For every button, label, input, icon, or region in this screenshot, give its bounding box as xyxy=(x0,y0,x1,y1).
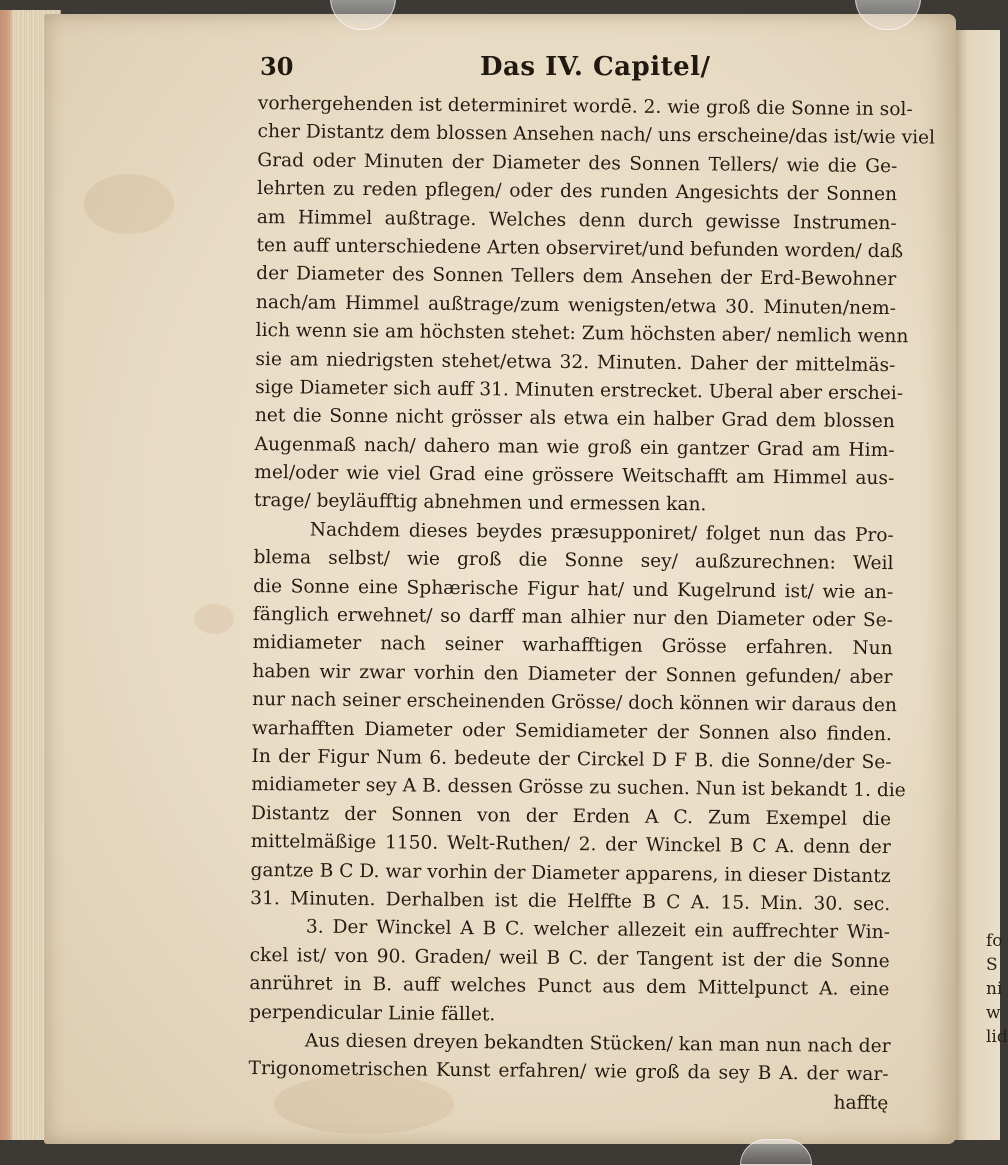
paper-stain xyxy=(84,174,174,234)
text-line: gantze B C D. war vorhin der Diameter apparens, in dieser Distantz xyxy=(250,859,891,887)
text-line: 31. Minuten. Derhalben ist die Helffte B C A. 15. Min. 30. sec. xyxy=(250,887,891,916)
text-line: In der Figur Num 6. bedeute der Circkel D F B. die Sonne/der Se- xyxy=(251,745,892,774)
body-text xyxy=(248,90,936,1118)
text-line: Aus diesen dreyen bekandten Stücken/ kan man nun nach der xyxy=(304,1030,891,1058)
text-line: blema selbst/ wie groß die Sonne sey/ außzurechnen: Weil xyxy=(253,547,894,575)
text-line: warhafften Diameter oder Semidiameter der Sonnen also finden. xyxy=(251,717,892,745)
text-line: Distantz der Sonnen von der Erden A C. Zum Exempel die xyxy=(250,802,892,830)
text-line: ten auff unterschiedene Arten observiret/und befunden worden/ daß xyxy=(256,234,904,263)
text-line: Trigonometrischen Kunst erfahren/ wie groß da sey B A. der war- xyxy=(248,1058,889,1086)
text-line: Augenmaß nach/ dahero man wie groß ein gantzer Grad am Him- xyxy=(254,433,895,461)
facing-page-fragment: ni xyxy=(986,979,1003,999)
text-line: der Diameter des Sonnen Tellers dem Ansehen der Erd-Bewohner xyxy=(256,263,897,291)
red-page-edge xyxy=(0,10,14,1140)
facing-page-fragment: lid xyxy=(986,1027,1008,1047)
paper-stain xyxy=(194,604,234,634)
text-line: ckel ist/ von 90. Graden/ weil B C. der Tangent ist der die Sonne xyxy=(249,944,890,972)
text-line: nach/am Himmel außtrage/zum wenigsten/etwa 30. Minuten/nem- xyxy=(255,291,897,319)
text-line: Nachdem dieses beydes præsupponiret/ folget nun das Pro- xyxy=(309,519,894,546)
running-head: Das IV. Capitel/ xyxy=(480,52,711,82)
text-line: haben wir zwar vorhin den Diameter der Sonnen gefunden/ aber xyxy=(252,660,893,688)
text-line: perpendicular Linie fället. xyxy=(249,1001,496,1025)
text-line: sie am niedrigsten stehet/etwa 32. Minuten. Daher der mittelmäs- xyxy=(255,348,896,376)
text-line: mel/oder wie viel Grad eine grössere Weitschafft am Himmel aus- xyxy=(254,462,895,490)
text-line: fänglich erwehnet/ so darff man alhier nur den Diameter oder Se- xyxy=(252,604,894,632)
text-line: midiameter nach seiner warhafftigen Grösse erfahren. Nun xyxy=(252,632,893,660)
text-line: cher Distantz dem blossen Ansehen nach/ uns erscheine/das ist/wie viel xyxy=(257,121,936,149)
facing-page-fragment: S xyxy=(986,955,998,975)
text-line: die Sonne eine Sphærische Figur hat/ und Kugelrund ist/ wie an- xyxy=(253,575,894,603)
text-line: mittelmäßige 1150. Welt-Ruthen/ 2. der Winckel B C A. denn der xyxy=(250,831,891,859)
facing-page xyxy=(954,30,1008,1140)
text-line: am Himmel außtrage. Welches denn durch gewisse Instrumen- xyxy=(256,206,897,234)
facing-page-fragment: fo xyxy=(986,931,1003,951)
text-line: vorhergehenden ist determiniret wordē. 2. wie groß die Sonne in sol- xyxy=(257,92,913,121)
page-number: 30 xyxy=(260,52,294,81)
text-line: midiameter sey A B. dessen Grösse zu suchen. Nun ist bekandt 1. die xyxy=(251,774,906,802)
text-line: anrühret in B. auff welches Punct aus dem Mittelpunct A. eine xyxy=(249,973,890,1001)
text-line: lich wenn sie am höchsten stehet: Zum höchsten aber/ nemlich wenn xyxy=(255,320,909,348)
text-line: nur nach seiner erscheinenden Grösse/ doch können wir daraus den xyxy=(252,689,897,717)
text-line: 3. Der Winckel A B C. welcher allezeit ein auffrechter Win- xyxy=(305,916,891,944)
facing-page-fragment: w xyxy=(986,1003,1001,1023)
text-line: Grad oder Minuten der Diameter des Sonnen Tellers/ wie die Ge- xyxy=(257,149,898,177)
text-line: sige Diameter sich auff 31. Minuten erstrecket. Uberal aber erschei- xyxy=(255,376,904,405)
text-line: trage/ beyläufftig abnehmen und ermessen kan. xyxy=(253,490,707,516)
text-line: net die Sonne nicht grösser als etwa ein halber Grad dem blossen xyxy=(254,405,895,433)
text-line: lehrten zu reden pflegen/ oder des runden Angesichts der Sonnen xyxy=(256,178,898,206)
page-header xyxy=(260,52,880,86)
catchword: hafftę xyxy=(833,1092,889,1114)
